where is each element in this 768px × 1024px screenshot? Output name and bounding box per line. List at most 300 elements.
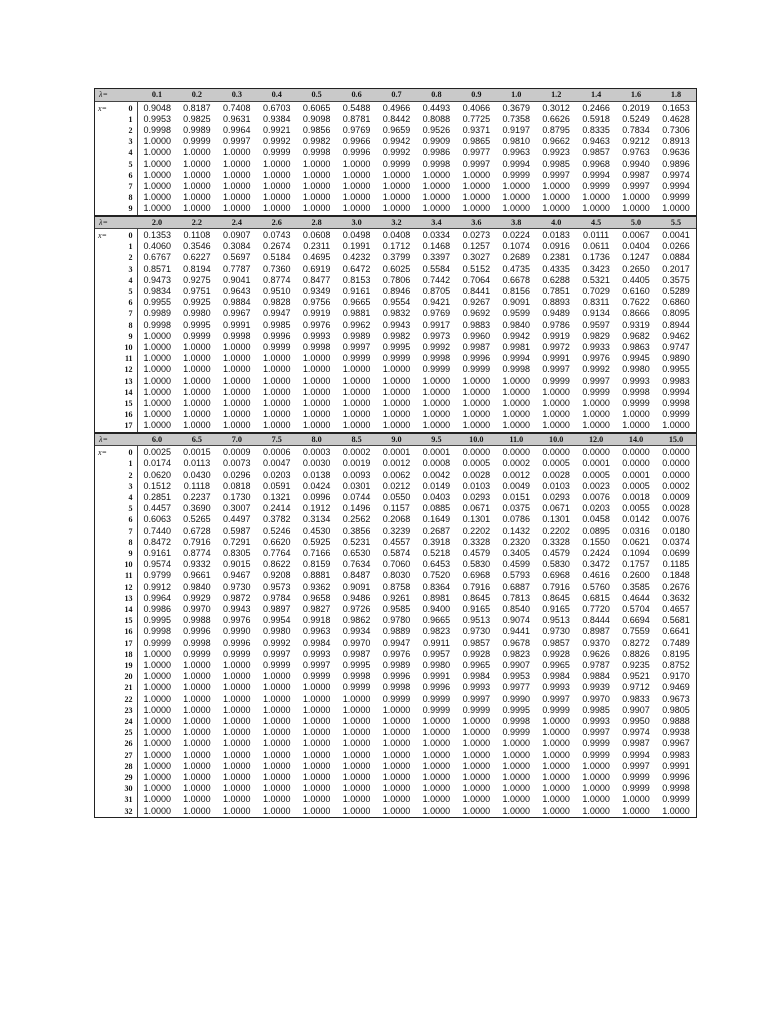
probability-cell: 0.5987 [223,525,251,536]
probability-cell: 0.0062 [382,469,411,480]
probability-cell: 0.3799 [382,252,411,263]
probability-cell: 0.9999 [582,738,610,749]
probability-cell: 1.0000 [262,353,291,364]
lambda-header: 0.6 [337,89,377,101]
probability-cell: 0.9658 [302,592,331,603]
probability-cell: 0.4530 [302,525,331,536]
probability-cell: 0.9999 [262,660,291,671]
probability-cell: 0.2320 [502,536,531,547]
probability-cell: 0.7442 [422,274,451,285]
probability-cell: 0.3328 [462,536,491,547]
probability-cell: 0.0042 [422,469,451,480]
probability-cell: 0.2851 [143,492,171,502]
probability-cell: 0.0000 [622,447,650,458]
probability-cell: 0.2311 [303,241,331,252]
lambda-header: 0.4 [257,89,297,101]
probability-cell: 0.9999 [542,704,570,715]
probability-cell: 1.0000 [502,420,531,431]
table-row [95,252,696,263]
probability-cell: 1.0000 [223,727,251,738]
x-cell [95,514,137,525]
lambda-header: 12.0 [576,434,616,446]
probability-cell: 0.2600 [622,570,650,581]
probability-cell: 0.9953 [502,671,531,682]
probability-cell: 0.1712 [382,241,411,252]
probability-cell: 1.0000 [143,147,171,158]
lambda-header: 10.0 [536,434,576,446]
x-value: 24 [124,717,133,727]
probability-cell: 0.9993 [542,682,570,693]
probability-cell: 0.9998 [502,716,531,727]
probability-cell: 0.9919 [542,330,570,341]
x-value: 10 [124,560,133,570]
x-cell [95,694,137,705]
probability-cell: 1.0000 [183,353,211,364]
probability-cell: 1.0000 [342,398,371,409]
probability-cell: 0.0000 [582,447,610,458]
probability-cell: 0.9923 [542,147,570,158]
probability-cell: 0.1912 [302,503,331,514]
x-cell [95,548,137,559]
probability-cell: 0.9999 [502,169,531,180]
probability-cell: 0.9938 [662,727,690,738]
probability-cell: 0.9999 [422,693,451,704]
probability-cell: 1.0000 [662,805,690,816]
probability-cell: 0.0895 [582,525,610,536]
probability-cell: 1.0000 [302,398,331,409]
probability-cell: 0.9907 [622,704,650,715]
table-row [95,275,696,286]
probability-cell: 0.8472 [143,536,171,547]
probability-cell: 0.9999 [582,386,610,397]
table-row [95,136,696,147]
probability-cell: 1.0000 [542,716,570,727]
probability-cell: 0.9993 [302,330,331,341]
probability-cell: 0.9832 [382,308,411,319]
probability-cell: 0.9999 [223,648,251,659]
probability-cell: 0.7787 [223,263,251,274]
probability-cell: 0.8893 [542,297,570,308]
table-row [95,101,696,114]
probability-cell: 0.9889 [382,626,411,637]
probability-cell: 0.9911 [422,637,450,648]
probability-cell: 1.0000 [143,693,171,704]
probability-cell: 1.0000 [622,409,650,420]
x-value: 1 [128,242,133,252]
probability-cell: 0.9957 [422,648,451,659]
probability-cell: 0.5218 [422,548,451,559]
x-value: 11 [124,571,133,581]
probability-cell: 0.9980 [183,308,211,319]
x-cell [95,783,137,794]
lambda-header: 10.0 [456,434,496,446]
probability-cell: 0.0183 [542,230,570,241]
probability-cell: 0.9349 [302,286,331,297]
probability-cell: 0.9964 [143,592,171,603]
probability-cell: 0.0203 [262,469,291,480]
probability-cell: 0.0005 [542,458,570,469]
probability-cell: 1.0000 [223,398,251,409]
probability-cell: 1.0000 [302,716,331,727]
x-value: 14 [124,387,133,397]
probability-cell: 0.9999 [582,180,610,191]
lambda-header: 6.5 [177,434,217,446]
probability-cell: 0.9943 [223,604,251,615]
x-cell [95,446,137,459]
probability-cell: 0.6227 [183,252,211,263]
probability-cell: 0.9999 [542,375,570,386]
probability-cell: 0.9987 [342,648,371,659]
probability-cell: 0.8159 [302,559,331,570]
probability-cell: 1.0000 [262,375,291,386]
probability-cell: 1.0000 [183,783,211,794]
probability-cell: 1.0000 [462,169,491,180]
probability-cell: 0.9968 [582,158,610,169]
probability-cell: 0.3007 [223,503,251,514]
probability-cell: 0.9665 [422,615,451,626]
table-row [95,409,696,420]
probability-cell: 0.9982 [382,330,411,341]
probability-cell: 1.0000 [223,716,251,727]
x-value: 0 [128,103,133,113]
probability-cell: 0.9267 [462,297,491,308]
probability-cell: 0.0608 [302,230,331,241]
probability-cell: 0.0699 [662,548,690,559]
probability-cell: 1.0000 [183,364,211,375]
probability-cell: 1.0000 [223,180,251,191]
probability-cell: 1.0000 [223,203,251,214]
table-row [95,203,696,214]
x-value: 7 [128,181,133,191]
x-cell [95,492,137,503]
probability-cell: 0.9828 [262,297,291,308]
x-value: 3 [128,481,133,491]
probability-cell: 0.4579 [462,548,491,559]
probability-cell: 0.9998 [502,364,531,375]
probability-cell: 0.8030 [382,570,411,581]
probability-cell: 1.0000 [183,738,211,749]
table-1 [95,89,696,215]
probability-cell: 0.3084 [223,241,251,252]
probability-cell: 1.0000 [422,398,451,409]
probability-cell: 0.9134 [582,308,610,319]
probability-cell: 1.0000 [582,805,610,816]
probability-cell: 0.9939 [582,682,610,693]
probability-cell: 0.9970 [183,604,211,615]
probability-cell: 0.9554 [382,297,411,308]
x-cell [95,582,137,593]
probability-cell: 0.1247 [622,252,650,263]
probability-cell: 1.0000 [582,772,610,783]
x-value: 7 [128,526,133,536]
probability-cell: 0.9998 [143,124,171,135]
probability-cell: 0.9999 [582,749,610,760]
probability-cell: 1.0000 [302,749,331,760]
probability-cell: 0.7764 [262,548,291,559]
probability-cell: 1.0000 [542,794,570,805]
table-row [95,537,696,548]
probability-cell: 1.0000 [422,772,451,783]
probability-cell: 0.9998 [422,353,451,364]
probability-cell: 0.1108 [183,230,211,241]
x-value: 16 [124,627,133,637]
probability-cell: 0.8441 [462,286,491,297]
probability-cell: 1.0000 [143,375,171,386]
probability-cell: 0.4232 [342,252,371,263]
probability-cell: 1.0000 [302,192,331,203]
probability-cell: 0.0005 [622,480,650,491]
table-row [95,682,696,693]
probability-cell: 0.9999 [302,671,331,682]
table-row [95,125,696,136]
probability-cell: 1.0000 [143,342,171,353]
probability-cell: 1.0000 [582,203,610,214]
probability-cell: 0.9626 [582,648,610,659]
x-value: 23 [124,705,133,715]
probability-cell: 0.8758 [382,581,411,592]
probability-cell: 0.9805 [662,704,690,715]
probability-cell: 1.0000 [462,794,491,805]
probability-cell: 1.0000 [262,671,291,682]
probability-cell: 0.9933 [582,342,610,353]
probability-cell: 0.9856 [302,124,331,135]
probability-cell: 0.9041 [223,274,251,285]
x-value: 31 [124,795,133,805]
probability-cell: 0.9998 [302,147,331,158]
probability-cell: 0.9945 [622,353,650,364]
probability-cell: 0.9996 [382,671,411,682]
probability-cell: 0.9463 [582,136,610,147]
table-row [95,458,696,469]
probability-cell: 0.0334 [422,230,451,241]
probability-cell: 1.0000 [502,192,531,203]
probability-cell: 0.9992 [262,136,291,147]
table-3 [95,434,696,817]
probability-cell: 1.0000 [262,738,291,749]
x-cell [95,203,137,214]
probability-cell: 0.9992 [382,147,411,158]
probability-cell: 0.9966 [342,136,371,147]
probability-cell: 0.1649 [422,514,451,525]
probability-cell: 0.9473 [143,274,171,285]
probability-cell: 1.0000 [302,353,331,364]
probability-cell: 0.9661 [183,570,211,581]
probability-cell: 0.4579 [542,548,570,559]
probability-cell: 0.1118 [183,480,210,491]
x-value: 6 [128,170,133,180]
probability-cell: 0.7060 [382,559,411,570]
probability-cell: 0.6919 [302,263,331,274]
probability-cell: 0.9643 [223,286,251,297]
probability-cell: 0.8645 [462,592,491,603]
probability-cell: 0.9881 [342,308,371,319]
x-cell [95,252,137,263]
probability-cell: 0.0005 [462,458,491,469]
x-cell [95,458,137,469]
probability-cell: 0.3027 [462,252,491,263]
probability-cell: 0.0028 [542,469,570,480]
probability-cell: 0.9974 [662,169,690,180]
probability-cell: 1.0000 [342,749,371,760]
probability-cell: 0.9787 [582,660,610,671]
probability-cell: 1.0000 [382,704,411,715]
probability-cell: 1.0000 [342,420,371,431]
probability-cell: 0.9362 [302,581,331,592]
probability-cell: 0.9998 [342,671,371,682]
probability-cell: 0.9972 [542,342,570,353]
probability-cell: 0.3918 [422,536,451,547]
probability-cell: 0.1550 [582,536,610,547]
probability-cell: 0.9996 [662,772,690,783]
probability-cell: 0.1185 [662,559,690,570]
probability-cell: 0.9510 [262,286,291,297]
x-value: 3 [128,264,133,274]
probability-cell: 0.0884 [662,252,690,263]
probability-cell: 1.0000 [183,660,211,671]
x-cell [95,604,137,615]
probability-cell: 0.3134 [302,514,331,525]
probability-cell: 0.4695 [302,252,331,263]
probability-cell: 1.0000 [143,169,171,180]
x-value: 1 [128,114,133,124]
lambda-header: 3.2 [377,217,417,229]
probability-cell: 0.9998 [223,330,251,341]
probability-cell: 0.0113 [183,458,211,469]
probability-cell: 1.0000 [342,375,371,386]
probability-cell: 0.8487 [342,570,371,581]
probability-cell: 0.9834 [143,286,171,297]
probability-cell: 0.9997 [542,364,570,375]
probability-cell: 1.0000 [502,738,531,749]
probability-cell: 1.0000 [502,409,531,420]
probability-cell: 0.0786 [502,514,531,525]
probability-cell: 0.9999 [422,364,451,375]
probability-cell: 0.4599 [502,559,531,570]
probability-cell: 0.8944 [662,319,690,330]
lambda-header: 3.4 [416,217,456,229]
probability-cell: 1.0000 [143,716,171,727]
probability-cell: 0.9989 [183,124,211,135]
probability-cell: 0.0591 [262,480,291,491]
probability-cell: 0.0180 [662,525,690,536]
probability-cell: 0.9827 [302,604,331,615]
x-value: 17 [124,638,133,648]
table-row [95,671,696,682]
lambda-header: 9.0 [377,434,417,446]
x-cell [95,503,137,514]
probability-cell: 1.0000 [183,682,211,693]
probability-cell: 0.1353 [143,230,171,241]
probability-cell: 0.9999 [183,136,211,147]
probability-cell: 1.0000 [183,727,211,738]
x-value: 0 [128,231,133,241]
x-value: 5 [128,159,133,169]
lambda-header: 2.2 [177,217,217,229]
probability-cell: 1.0000 [462,192,491,203]
probability-cell: 0.3782 [262,514,291,525]
table-row [95,694,696,705]
probability-cell: 1.0000 [502,386,531,397]
table-row [95,264,696,275]
probability-cell: 0.7725 [462,113,491,124]
probability-cell: 0.0000 [662,469,690,480]
probability-cell: 0.9997 [542,169,570,180]
lambda-header: 15.0 [656,434,696,446]
probability-cell: 0.9954 [262,615,291,626]
probability-cell: 0.7834 [622,124,650,135]
probability-cell: 1.0000 [422,203,451,214]
probability-cell: 1.0000 [143,420,171,431]
probability-cell: 0.5704 [622,604,650,615]
probability-cell: 1.0000 [143,648,171,659]
probability-cell: 0.9599 [502,308,531,319]
probability-cell: 0.0001 [422,447,451,458]
probability-cell: 0.9865 [462,136,491,147]
probability-cell: 0.9823 [422,626,451,637]
probability-cell: 0.9999 [622,772,650,783]
probability-cell: 1.0000 [502,203,531,214]
probability-cell: 0.9769 [422,308,451,319]
probability-cell: 0.7489 [662,637,690,648]
probability-cell: 0.4735 [502,263,531,274]
probability-cell: 0.9990 [223,626,251,637]
probability-cell: 1.0000 [223,671,251,682]
probability-cell: 0.1074 [502,241,531,252]
probability-cell: 0.9940 [622,158,650,169]
probability-cell: 1.0000 [262,704,291,715]
probability-cell: 1.0000 [502,375,531,386]
probability-cell: 0.6620 [262,536,291,547]
probability-cell: 0.8774 [183,548,211,559]
probability-cell: 0.9513 [542,615,570,626]
probability-cell: 0.9929 [183,592,211,603]
probability-cell: 1.0000 [223,794,251,805]
lambda-header: 5.5 [656,217,696,229]
probability-cell: 0.0375 [502,503,531,514]
probability-cell: 0.9994 [582,169,610,180]
probability-cell: 1.0000 [542,386,570,397]
probability-cell: 1.0000 [422,375,451,386]
probability-cell: 0.2381 [542,252,570,263]
probability-cell: 0.9921 [262,124,291,135]
lambda-header: 7.0 [217,434,257,446]
lambda-header: 14.0 [616,434,656,446]
x-cell [95,615,137,626]
probability-cell: 0.9980 [622,364,650,375]
lambda-header: 2.8 [297,217,337,229]
probability-cell: 1.0000 [223,704,251,715]
probability-cell: 0.9980 [422,660,451,671]
probability-cell: 1.0000 [302,203,331,214]
x-value: 4 [128,275,133,285]
probability-cell: 1.0000 [382,783,411,794]
probability-cell: 0.9319 [622,319,650,330]
probability-cell: 0.9840 [502,319,531,330]
table-row [95,582,696,593]
probability-cell: 0.9999 [143,637,171,648]
probability-cell: 0.9993 [302,648,331,659]
probability-cell: 0.0001 [382,447,411,458]
probability-cell: 0.9982 [302,136,331,147]
probability-cell: 1.0000 [502,772,531,783]
probability-cell: 0.0916 [542,241,570,252]
probability-cell: 0.8540 [502,604,531,615]
x-cell [95,181,137,192]
probability-cell: 0.9161 [143,548,171,559]
probability-cell: 0.9998 [622,386,650,397]
probability-cell: 1.0000 [223,169,251,180]
probability-cell: 0.1848 [662,570,690,581]
